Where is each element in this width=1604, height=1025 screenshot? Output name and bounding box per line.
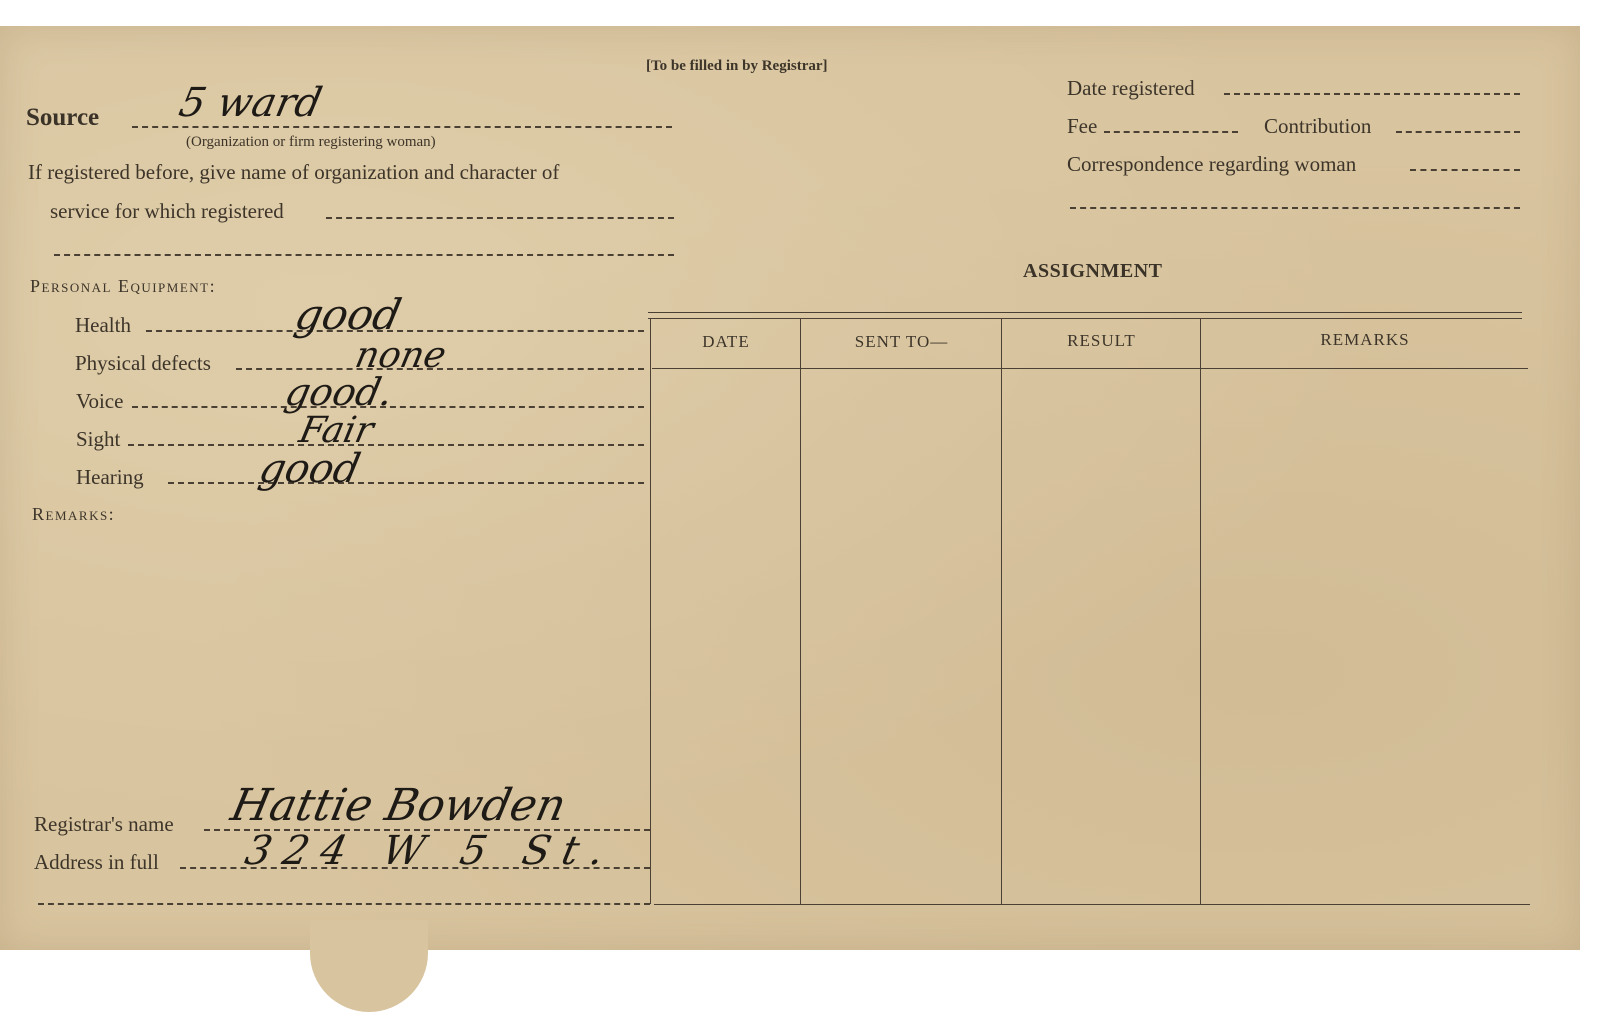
hearing-line [168, 482, 644, 484]
table-header-rule [652, 368, 1528, 369]
table-header-date: DATE [702, 332, 750, 351]
source-line [132, 126, 672, 128]
physical-defects-value: none [351, 335, 450, 376]
sight-label: Sight [76, 427, 121, 451]
registered-service-text: service for which registered [50, 199, 284, 223]
table-header-sent-to: SENT TO— [854, 332, 949, 351]
table-top-rule-2 [648, 318, 1522, 319]
table-bottom-rule [654, 904, 1530, 905]
sight-line [128, 444, 644, 446]
health-label: Health [75, 313, 131, 337]
table-divider-2 [1001, 318, 1002, 904]
remarks-label: Remarks: [32, 504, 116, 524]
hearing-value: good [255, 446, 365, 492]
correspondence-extra-line [1070, 207, 1520, 209]
sight-value: Fair [295, 410, 378, 451]
table-divider-3 [1200, 318, 1201, 904]
registrar-label: Registrar's name [34, 812, 174, 836]
voice-label: Voice [76, 389, 124, 413]
table-divider-1 [800, 318, 801, 904]
personal-equipment-label: Personal Equipment: [30, 276, 217, 296]
assignment-title: ASSIGNMENT [1023, 260, 1163, 282]
contribution-label: Contribution [1264, 114, 1372, 138]
date-registered-label: Date registered [1067, 76, 1195, 100]
table-header-result: RESULT [1067, 331, 1136, 350]
health-value: good [290, 290, 406, 339]
contribution-line [1396, 131, 1520, 133]
date-registered-line [1224, 93, 1520, 95]
correspondence-label: Correspondence regarding woman [1067, 152, 1357, 176]
header-note: [To be filled in by Registrar] [646, 58, 828, 74]
fee-line [1104, 131, 1238, 133]
source-label: Source [26, 104, 100, 131]
fee-label: Fee [1067, 114, 1098, 138]
address-label: Address in full [34, 850, 159, 874]
table-top-rule-1 [648, 312, 1522, 313]
registered-service-line [326, 217, 674, 219]
voice-value: good. [281, 370, 398, 414]
physical-defects-label: Physical defects [75, 351, 211, 375]
address-extra-line [38, 903, 650, 905]
correspondence-line [1410, 169, 1520, 171]
registrar-value: Hattie Bowden [226, 780, 571, 831]
card-tab [310, 920, 428, 1012]
table-header-remarks: REMARKS [1320, 330, 1410, 349]
source-value: 5 ward [175, 80, 326, 126]
registered-extra-line [54, 254, 674, 256]
hearing-label: Hearing [76, 465, 144, 489]
table-left-border [650, 318, 651, 904]
address-value: 324 W 5 St. [241, 828, 621, 874]
registered-before-text: If registered before, give name of organization and character of [28, 160, 560, 184]
source-caption: (Organization or firm registering woman) [186, 134, 436, 150]
